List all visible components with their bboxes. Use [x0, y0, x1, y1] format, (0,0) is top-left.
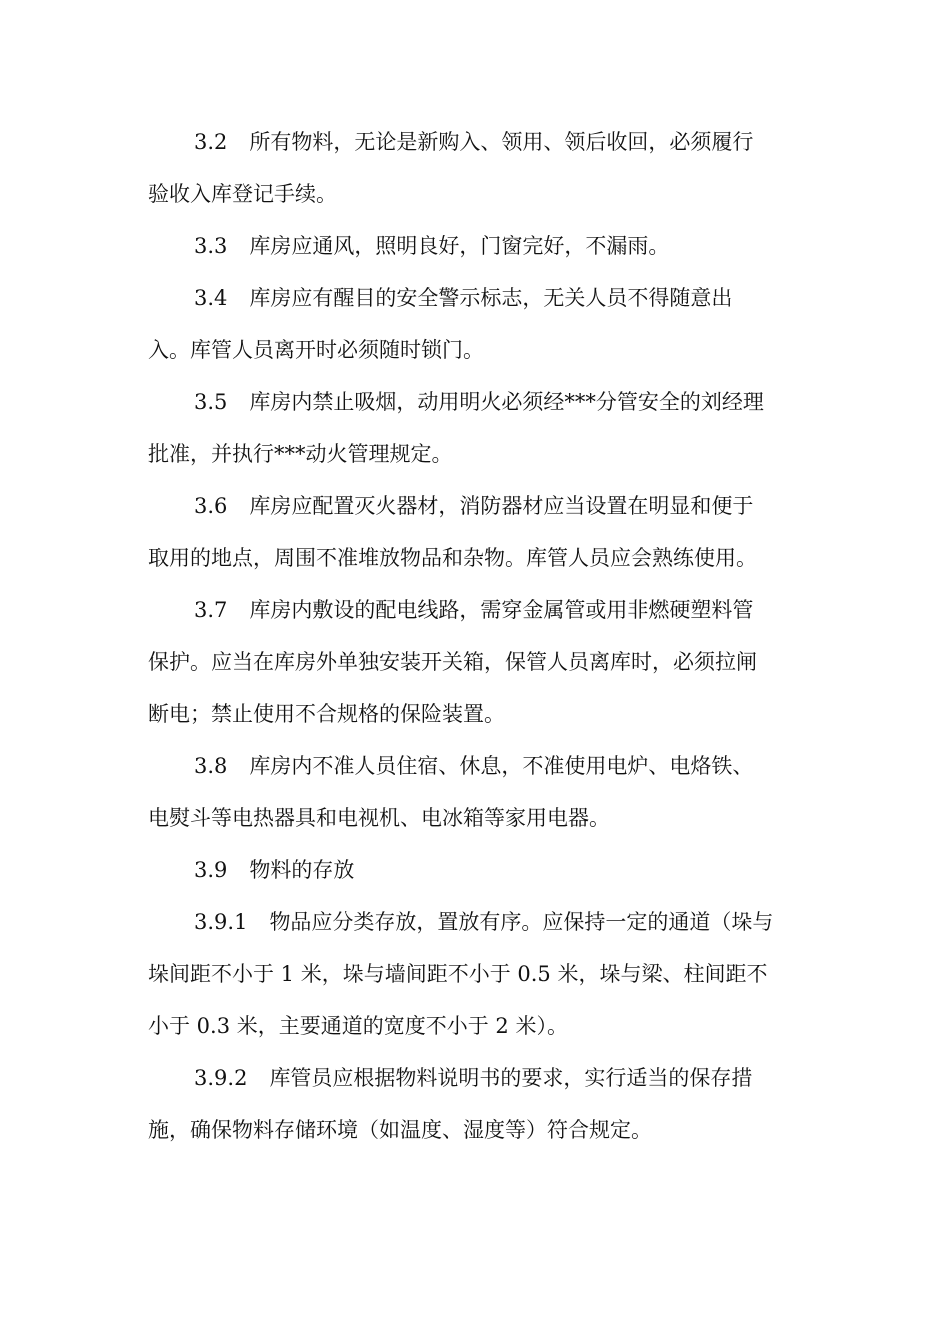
paragraph-line: 施，确保物料存储环境（如温度、湿度等）符合规定。	[148, 1118, 652, 1142]
paragraph-line: 电熨斗等电热器具和电视机、电冰箱等家用电器。	[148, 806, 610, 830]
paragraph-line: 入。库管人员离开时必须随时锁门。	[148, 338, 484, 362]
paragraph-3-3	[148, 220, 808, 272]
paragraph-line: 保护。应当在库房外单独安装开关箱，保管人员离库时，必须拉闸	[148, 650, 757, 674]
paragraph-line: 库房应通风，照明良好，门窗完好，不漏雨。	[249, 234, 670, 258]
paragraph-3-7	[148, 584, 808, 740]
paragraph-3-5	[148, 376, 808, 480]
section-number: 3.9	[194, 858, 228, 882]
section-number: 3.5	[194, 390, 228, 414]
paragraph-3-8	[148, 740, 808, 844]
paragraph-line: 库房内不准人员住宿、休息，不准使用电炉、电烙铁、	[249, 754, 754, 778]
document-body	[148, 116, 808, 1156]
section-number: 3.8	[194, 754, 228, 778]
paragraph-3-2	[148, 116, 808, 220]
section-number: 3.4	[194, 286, 228, 310]
paragraph-line: 物品应分类存放，置放有序。应保持一定的通道（垛与	[269, 910, 774, 934]
paragraph-line: 断电；禁止使用不合规格的保险装置。	[148, 702, 505, 726]
paragraph-line: 库房内敷设的配电线路，需穿金属管或用非燃硬塑料管	[249, 598, 754, 622]
paragraph-3-4	[148, 272, 808, 376]
paragraph-line: 库房应配置灭火器材，消防器材应当设置在明显和便于	[249, 494, 754, 518]
paragraph-line: 取用的地点，周围不准堆放物品和杂物。库管人员应会熟练使用。	[148, 546, 757, 570]
section-number: 3.9.1	[194, 910, 248, 934]
paragraph-3-6	[148, 480, 808, 584]
section-number: 3.3	[194, 234, 228, 258]
paragraph-line: 库管员应根据物料说明书的要求，实行适当的保存措	[269, 1066, 753, 1090]
section-number: 3.6	[194, 494, 228, 518]
paragraph-line: 验收入库登记手续。	[148, 182, 337, 206]
section-number: 3.9.2	[194, 1066, 248, 1090]
paragraph-line: 小于 0.3 米，主要通道的宽度不小于 2 米）。	[148, 1014, 568, 1038]
paragraph-line: 库房内禁止吸烟，动用明火必须经***分管安全的刘经理	[249, 390, 764, 414]
paragraph-line: 批准，并执行***动火管理规定。	[148, 442, 453, 466]
paragraph-3-9-1	[148, 896, 808, 1052]
paragraph-line: 库房应有醒目的安全警示标志，无关人员不得随意出	[249, 286, 733, 310]
paragraph-3-9	[148, 844, 808, 896]
section-number: 3.2	[194, 130, 228, 154]
section-number: 3.7	[194, 598, 228, 622]
section-heading: 物料的存放	[249, 858, 355, 882]
paragraph-line: 所有物料，无论是新购入、领用、领后收回，必须履行	[249, 130, 754, 154]
paragraph-line: 垛间距不小于 1 米，垛与墙间距不小于 0.5 米，垛与梁、柱间距不	[148, 962, 768, 986]
paragraph-3-9-2	[148, 1052, 808, 1156]
